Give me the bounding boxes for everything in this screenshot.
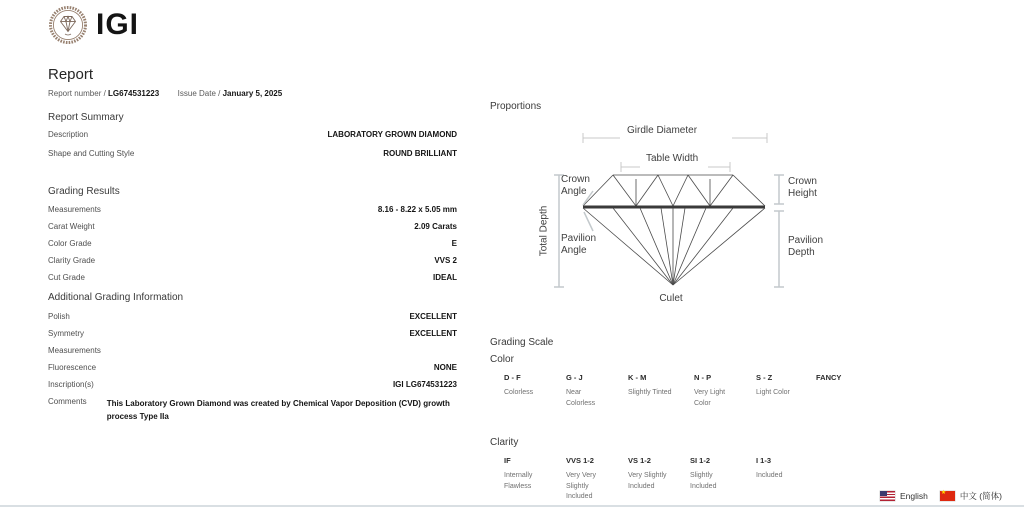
language-label: 中文 (简体): [959, 491, 1002, 501]
row-label: Cut Grade: [48, 273, 85, 282]
report-meta: [48, 89, 457, 99]
igi-seal-icon: [48, 5, 88, 45]
grade-desc: Very Slightly: [628, 472, 667, 479]
grade-label: IF: [504, 456, 511, 465]
table-row: [48, 312, 457, 329]
issue-date-label: Issue Date /: [177, 89, 221, 98]
row-value: ROUND BRILLIANT: [383, 149, 457, 158]
grade-desc: Slightly: [566, 482, 589, 490]
row-value: IGI LG674531223: [392, 380, 457, 389]
brand-wordmark: IGI: [96, 8, 140, 41]
table-row: [48, 363, 457, 380]
grade-desc: Colorless: [566, 399, 596, 407]
row-label: Inscription(s): [48, 380, 94, 389]
crown-height-label-2: Height: [788, 188, 817, 199]
grade-desc: Light Color: [756, 389, 790, 396]
color-scale-title: Color: [490, 354, 514, 365]
section-title-proportions: Proportions: [490, 101, 542, 112]
row-value: EXCELLENT: [409, 312, 457, 321]
table-row: [48, 273, 457, 290]
clarity-scale-item: [628, 456, 690, 503]
grade-label: N - P: [694, 373, 712, 382]
section-title-grading-scale: Grading Scale: [490, 337, 554, 348]
girdle-diameter-label: Girdle Diameter: [627, 125, 698, 136]
pavilion-angle-label-2: Angle: [561, 245, 587, 256]
language-bar: [880, 487, 1002, 505]
section-title-additional-grading: Additional Grading Information: [48, 292, 184, 303]
issue-date: January 5, 2025: [222, 89, 283, 98]
crown-angle-label-2: Angle: [561, 186, 587, 197]
diamond-pavilion-outline: [583, 208, 765, 285]
grade-desc: Slightly: [690, 472, 713, 479]
row-value: 2.09 Carats: [414, 222, 457, 231]
comments-text: This Laboratory Grown Diamond was created by Chemical Vapor Deposition (CVD) growth process Type IIa: [106, 399, 450, 421]
table-width-label: Table Width: [646, 153, 699, 164]
crown-angle-label-1: Crown: [561, 174, 590, 185]
row-label: Fluorescence: [48, 363, 97, 372]
grade-desc: Color: [694, 399, 711, 407]
report-number-label: Report number /: [48, 89, 106, 98]
color-scale-item: [628, 373, 694, 409]
clarity-scale-title: Clarity: [490, 437, 519, 448]
row-value: LABORATORY GROWN DIAMOND: [327, 130, 457, 139]
grade-desc: Internally: [504, 472, 533, 479]
grade-desc: Colorless: [504, 389, 534, 396]
row-label: Description: [48, 130, 89, 139]
section-title-report-summary: Report Summary: [48, 112, 124, 123]
grade-label: I 1-3: [756, 456, 772, 465]
color-scale-item: [504, 373, 566, 409]
igi-logo: [48, 5, 139, 45]
clarity-scale-item: [504, 456, 566, 503]
grade-label: G - J: [566, 373, 583, 382]
cn-flag-icon: [940, 491, 955, 501]
comments-row: [48, 397, 457, 423]
grade-label: S - Z: [756, 373, 773, 382]
row-label: Measurements: [48, 346, 101, 355]
us-flag-icon: [880, 491, 895, 501]
grade-label: SI 1-2: [690, 456, 711, 465]
row-label: Clarity Grade: [48, 256, 96, 265]
bottom-divider: [0, 505, 1024, 507]
row-value: E: [451, 239, 457, 248]
report-details-panel: [48, 66, 457, 423]
culet-label: Culet: [659, 293, 683, 304]
section-title-grading-results: Grading Results: [48, 186, 120, 197]
table-row: [48, 205, 457, 222]
report-number: LG674531223: [108, 89, 160, 98]
row-label: Polish: [48, 312, 70, 321]
pavilion-angle-label-1: Pavilion: [561, 233, 597, 244]
table-row: [48, 149, 457, 168]
color-scale-item: [816, 373, 886, 409]
language-option-chinese[interactable]: [940, 490, 1002, 502]
clarity-scale-item: [690, 456, 756, 503]
color-scale-grid: [490, 373, 1010, 409]
grade-label: VVS 1-2: [566, 456, 594, 465]
table-row: [48, 329, 457, 346]
table-row: [48, 256, 457, 273]
grade-label: VS 1-2: [628, 456, 651, 465]
color-scale-item: [566, 373, 628, 409]
color-scale-item: [694, 373, 756, 409]
clarity-scale-item: [566, 456, 628, 503]
grade-label: D - F: [504, 373, 521, 382]
row-label: Symmetry: [48, 329, 84, 338]
row-value: EXCELLENT: [409, 329, 457, 338]
row-label: Color Grade: [48, 239, 92, 248]
clarity-scale-item: [756, 456, 846, 503]
table-row: [48, 222, 457, 239]
proportions-panel: [490, 100, 1010, 503]
language-label: English: [900, 491, 928, 501]
grade-desc: Included: [756, 472, 783, 479]
grade-desc: Near: [566, 389, 582, 396]
row-value: IDEAL: [433, 273, 457, 282]
table-row: [48, 130, 457, 149]
row-value: VVS 2: [434, 256, 457, 265]
grade-desc: Flawless: [504, 482, 532, 490]
row-value: 8.16 - 8.22 x 5.05 mm: [377, 205, 457, 214]
row-label: Carat Weight: [48, 222, 95, 231]
grade-label: FANCY: [816, 373, 842, 382]
grade-desc: Very Very: [566, 472, 596, 479]
row-label: Measurements: [48, 205, 101, 214]
pavilion-depth-label-1: Pavilion: [788, 235, 824, 246]
grade-desc: Included: [566, 493, 593, 500]
grade-desc: Included: [628, 482, 655, 490]
color-scale-item: [756, 373, 816, 409]
table-row: [48, 346, 457, 363]
grade-desc: Very Light: [694, 389, 726, 396]
crown-height-label-1: Crown: [788, 176, 817, 187]
pavilion-depth-label-2: Depth: [788, 247, 815, 258]
table-row: [48, 380, 457, 397]
grade-label: K - M: [628, 373, 647, 382]
grade-desc: Slightly Tinted: [628, 389, 672, 396]
table-row: [48, 239, 457, 256]
diamond-crown-outline: [583, 175, 765, 206]
language-option-english[interactable]: [880, 491, 928, 501]
total-depth-label: Total Depth: [538, 205, 550, 257]
grade-desc: Included: [690, 482, 717, 490]
page-title: Report: [48, 66, 94, 83]
row-value: NONE: [433, 363, 457, 372]
diamond-proportions-diagram: [490, 119, 870, 319]
row-label: Comments: [48, 397, 87, 406]
row-label: Shape and Cutting Style: [48, 149, 135, 158]
